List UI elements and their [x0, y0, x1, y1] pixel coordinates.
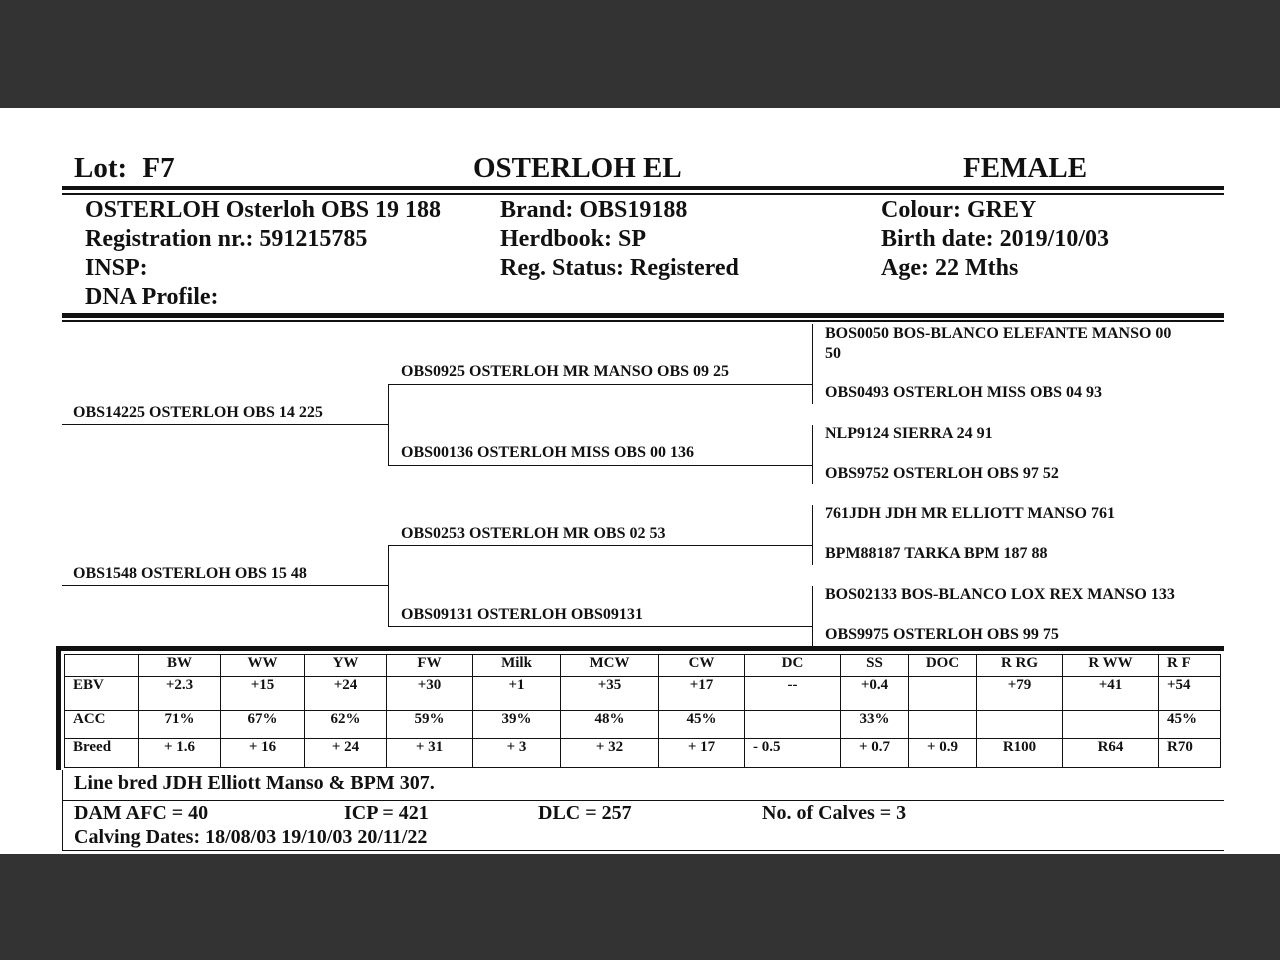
- ebv-cell: +0.4: [841, 677, 909, 711]
- ebv-cell: +15: [221, 677, 305, 711]
- pedigree-dam-sire: OBS0253 OSTERLOH MR OBS 02 53: [401, 525, 666, 542]
- calving-dates: Calving Dates: 18/08/03 19/10/03 20/11/22: [74, 826, 428, 848]
- ebv-cell: +17: [659, 677, 745, 711]
- ebv-cell: R70: [1159, 739, 1221, 768]
- pedigree-sss-line1: BOS0050 BOS-BLANCO ELEFANTE MANSO 00: [825, 325, 1172, 342]
- registration-number: Registration nr.: 591215785: [85, 226, 368, 252]
- ebv-cell: 59%: [387, 711, 473, 739]
- ebv-cell: +35: [561, 677, 659, 711]
- pedigree-sire: OBS14225 OSTERLOH OBS 14 225: [73, 404, 323, 421]
- ebv-header-cell: SS: [841, 655, 909, 677]
- ebv-header-cell: BW: [139, 655, 221, 677]
- ebv-cell: 33%: [841, 711, 909, 739]
- ebv-cell: + 17: [659, 739, 745, 768]
- pedigree-sds: NLP9124 SIERRA 24 91: [825, 425, 993, 442]
- pedigree-dds: BOS02133 BOS-BLANCO LOX REX MANSO 133: [825, 586, 1175, 603]
- ebv-cell: - 0.5: [745, 739, 841, 768]
- ebv-cell: --: [745, 677, 841, 711]
- header-rule-thin: [62, 193, 1224, 195]
- animal-details-right: [881, 196, 1109, 283]
- ebv-cell: 71%: [139, 711, 221, 739]
- ebv-cell: + 1.6: [139, 739, 221, 768]
- ebv-header-cell: CW: [659, 655, 745, 677]
- notes-rule-left: [62, 770, 63, 851]
- pedigree-sss: [825, 324, 1171, 364]
- ebv-cell: 45%: [1159, 711, 1221, 739]
- colour-field: Colour: GREY: [881, 197, 1037, 223]
- ebv-cell: [909, 677, 977, 711]
- catalogue-sheet: [0, 108, 1280, 854]
- ebv-header-cell: Milk: [473, 655, 561, 677]
- ebv-cell: + 32: [561, 739, 659, 768]
- dam-afc: DAM AFC = 40: [74, 802, 209, 824]
- animal-details-middle: [500, 196, 739, 283]
- bottom-rule: [62, 850, 1224, 851]
- ebv-row-breed: [65, 739, 1221, 768]
- pedigree-sss-line2: 50: [825, 345, 841, 362]
- notes-rule: [62, 800, 1224, 801]
- ebv-cell: [909, 711, 977, 739]
- dam-icp: ICP = 421: [344, 802, 429, 824]
- ebv-header-cell: DC: [745, 655, 841, 677]
- ebv-cell: + 0.7: [841, 739, 909, 768]
- insp-field: INSP:: [85, 255, 148, 281]
- ebv-header-cell: R RG: [977, 655, 1063, 677]
- pedigree-ddd: OBS9975 OSTERLOH OBS 99 75: [825, 626, 1059, 643]
- ebv-cell: +79: [977, 677, 1063, 711]
- sex-label: FEMALE: [963, 152, 1088, 184]
- dam-calves-count: No. of Calves = 3: [762, 802, 907, 824]
- ebv-cell: R100: [977, 739, 1063, 768]
- ebv-row-ebv: [65, 677, 1221, 711]
- ebv-cell: + 31: [387, 739, 473, 768]
- pedigree-dss: 761JDH JDH MR ELLIOTT MANSO 761: [825, 505, 1115, 522]
- ebv-row-acc: [65, 711, 1221, 739]
- dna-profile-field: DNA Profile:: [85, 284, 219, 310]
- ebv-cell: + 16: [221, 739, 305, 768]
- lot-number: [74, 152, 175, 185]
- ebv-header-cell: FW: [387, 655, 473, 677]
- ebv-cell: 48%: [561, 711, 659, 739]
- ebv-header-cell: MCW: [561, 655, 659, 677]
- pedigree-sdd: OBS9752 OSTERLOH OBS 97 52: [825, 465, 1059, 482]
- ebv-table: [64, 654, 1221, 768]
- ebv-header-cell: YW: [305, 655, 387, 677]
- pedigree-dam-dam: OBS09131 OSTERLOH OBS09131: [401, 606, 643, 623]
- ebv-cell: 39%: [473, 711, 561, 739]
- herdbook-field: Herdbook: SP: [500, 226, 647, 252]
- ebv-rule-top: [56, 646, 1224, 651]
- ebv-cell: 45%: [659, 711, 745, 739]
- ebv-header-cell: WW: [221, 655, 305, 677]
- ebv-cell: +41: [1063, 677, 1159, 711]
- header-rule-thick: [62, 186, 1224, 190]
- ebv-cell: 62%: [305, 711, 387, 739]
- details-rule-thick: [62, 313, 1224, 318]
- age-field: Age: 22 Mths: [881, 255, 1019, 281]
- ebv-cell: [977, 711, 1063, 739]
- ebv-header-cell: [65, 655, 139, 677]
- animal-name: OSTERLOH Osterloh OBS 19 188: [85, 197, 442, 223]
- lot-label: Lot:: [74, 152, 128, 184]
- brand-field: Brand: OBS19188: [500, 197, 688, 223]
- details-rule-thin: [62, 320, 1224, 322]
- pedigree-ssd: OBS0493 OSTERLOH MISS OBS 04 93: [825, 384, 1102, 401]
- ebv-cell: +1: [473, 677, 561, 711]
- pedigree-sire-sire: OBS0925 OSTERLOH MR MANSO OBS 09 25: [401, 363, 730, 380]
- ebv-header-cell: DOC: [909, 655, 977, 677]
- ebv-cell: [745, 711, 841, 739]
- animal-title: OSTERLOH EL: [473, 152, 682, 184]
- ebv-cell: + 0.9: [909, 739, 977, 768]
- ebv-header-cell: R WW: [1063, 655, 1159, 677]
- ebv-row-label: EBV: [65, 677, 139, 711]
- ebv-cell: +2.3: [139, 677, 221, 711]
- ebv-cell: 67%: [221, 711, 305, 739]
- ebv-cell: + 24: [305, 739, 387, 768]
- dam-dlc: DLC = 257: [538, 802, 632, 824]
- lot-value: F7: [142, 152, 175, 184]
- ebv-cell: +24: [305, 677, 387, 711]
- ebv-cell: +54: [1159, 677, 1221, 711]
- ebv-header-cell: R F: [1159, 655, 1221, 677]
- animal-details-left: [85, 196, 441, 312]
- ebv-header-row: [65, 655, 1221, 677]
- ebv-cell: +30: [387, 677, 473, 711]
- reg-status-field: Reg. Status: Registered: [500, 255, 739, 281]
- ebv-row-label: ACC: [65, 711, 139, 739]
- pedigree-dsd: BPM88187 TARKA BPM 187 88: [825, 545, 1048, 562]
- pedigree-sire-dam: OBS00136 OSTERLOH MISS OBS 00 136: [401, 444, 694, 461]
- ebv-cell: R64: [1063, 739, 1159, 768]
- ebv-rule-left: [56, 646, 61, 770]
- ebv-cell: + 3: [473, 739, 561, 768]
- pedigree-dam: OBS1548 OSTERLOH OBS 15 48: [73, 565, 307, 582]
- ebv-row-label: Breed: [65, 739, 139, 768]
- birth-date-field: Birth date: 2019/10/03: [881, 226, 1109, 252]
- ebv-cell: [1063, 711, 1159, 739]
- breeding-notes: Line bred JDH Elliott Manso & BPM 307.: [74, 772, 435, 794]
